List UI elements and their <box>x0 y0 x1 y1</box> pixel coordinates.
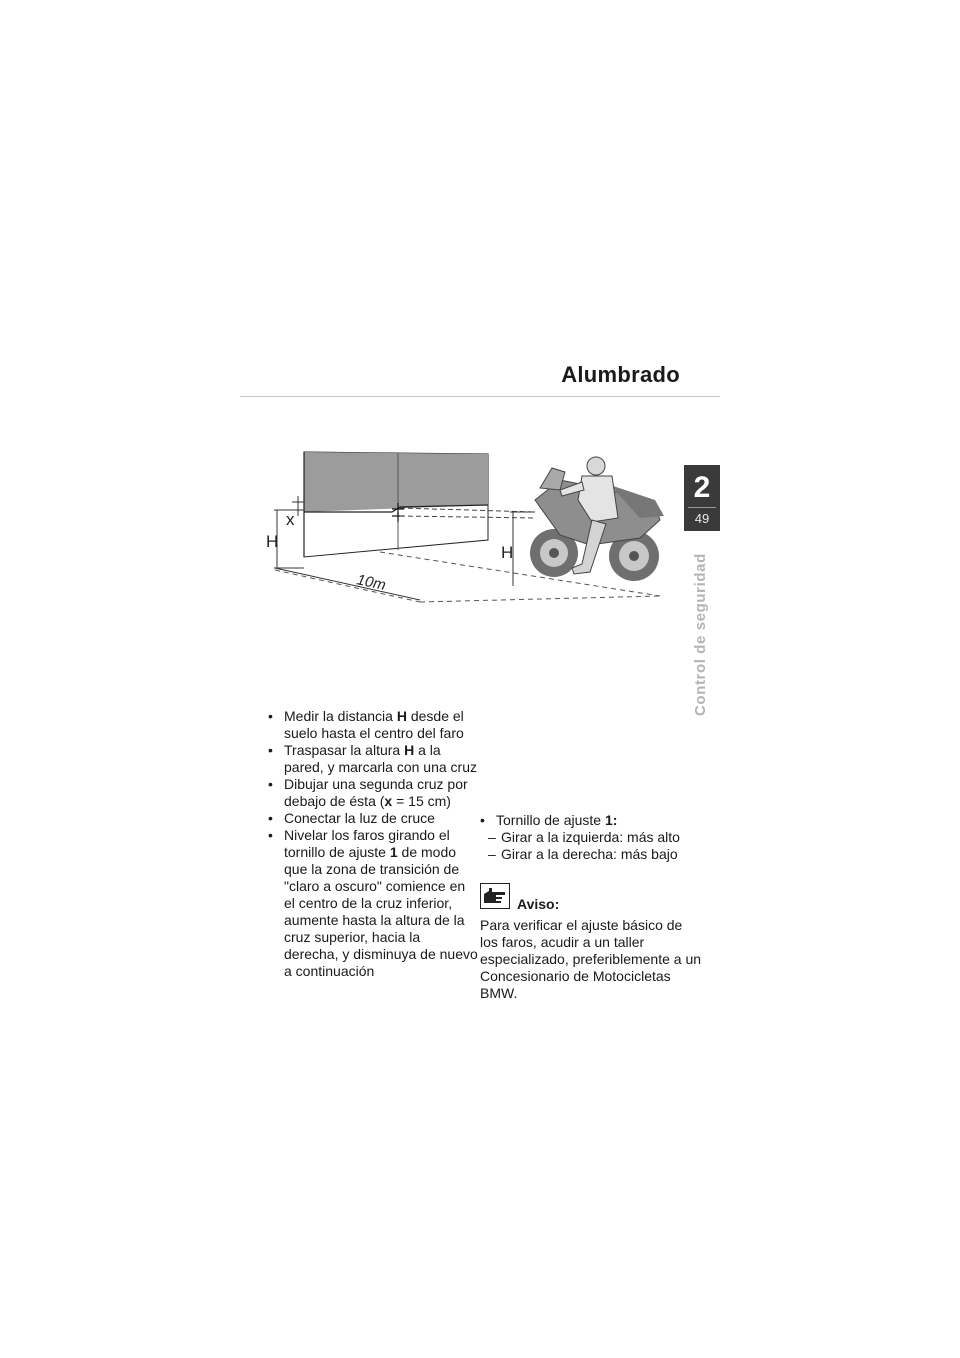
instruction-list <box>268 708 478 980</box>
label-h-bike: H <box>501 543 514 562</box>
left-column <box>268 708 478 980</box>
label-x: x <box>286 510 295 529</box>
section-label: Control de seguridad <box>692 553 709 716</box>
motorcycle-rider-icon <box>530 457 664 581</box>
wall-board-icon <box>304 452 488 557</box>
figure-svg <box>260 440 680 610</box>
chapter-tab <box>684 465 720 531</box>
ground-lines <box>275 552 660 602</box>
list-item: • Tornillo de ajuste 1: <box>480 812 702 829</box>
distance-line <box>275 568 420 600</box>
page-number: 49 <box>688 507 716 527</box>
list-item: • Conectar la luz de cruce <box>268 810 478 827</box>
list-subitem: – Girar a la derecha: más bajo <box>480 846 702 863</box>
note-label: Aviso: <box>517 896 560 912</box>
list-item: • Traspasar la altura H a la pared, y marcarla con una cruz <box>268 742 478 776</box>
headlight-adjustment-figure <box>260 440 680 610</box>
list-item: • Nivelar los faros girando el tornillo de ajuste 1 de modo que la zona de transición de "claro a oscuro" comience en el centro de la cruz inferior, aumente hasta la altura de la cruz superior, hacia la derecha, y disminuya de nuevo a continuación <box>268 827 478 980</box>
pointing-hand-icon <box>480 883 510 909</box>
right-column <box>480 812 702 1002</box>
h-wall-dimension <box>274 496 304 568</box>
page-header-title: Alumbrado <box>561 362 680 387</box>
list-item: • Dibujar una segunda cruz por debajo de ésta (x = 15 cm) <box>268 776 478 810</box>
list-subitem: – Girar a la izquierda: más alto <box>480 829 702 846</box>
label-distance: 10m <box>355 571 388 594</box>
label-h-wall: H <box>266 532 279 551</box>
note-header <box>480 883 702 913</box>
note-body: Para verificar el ajuste básico de los faros, acudir a un taller especializado, preferiblemente a un Concesionario de Motocicletas BMW. <box>480 917 702 1001</box>
chapter-number: 2 <box>693 471 711 504</box>
adjustment-list <box>480 812 702 863</box>
header-rule <box>240 396 720 397</box>
list-item: • Medir la distancia H desde el suelo hasta el centro del faro <box>268 708 478 742</box>
section-label-vertical <box>676 546 728 716</box>
